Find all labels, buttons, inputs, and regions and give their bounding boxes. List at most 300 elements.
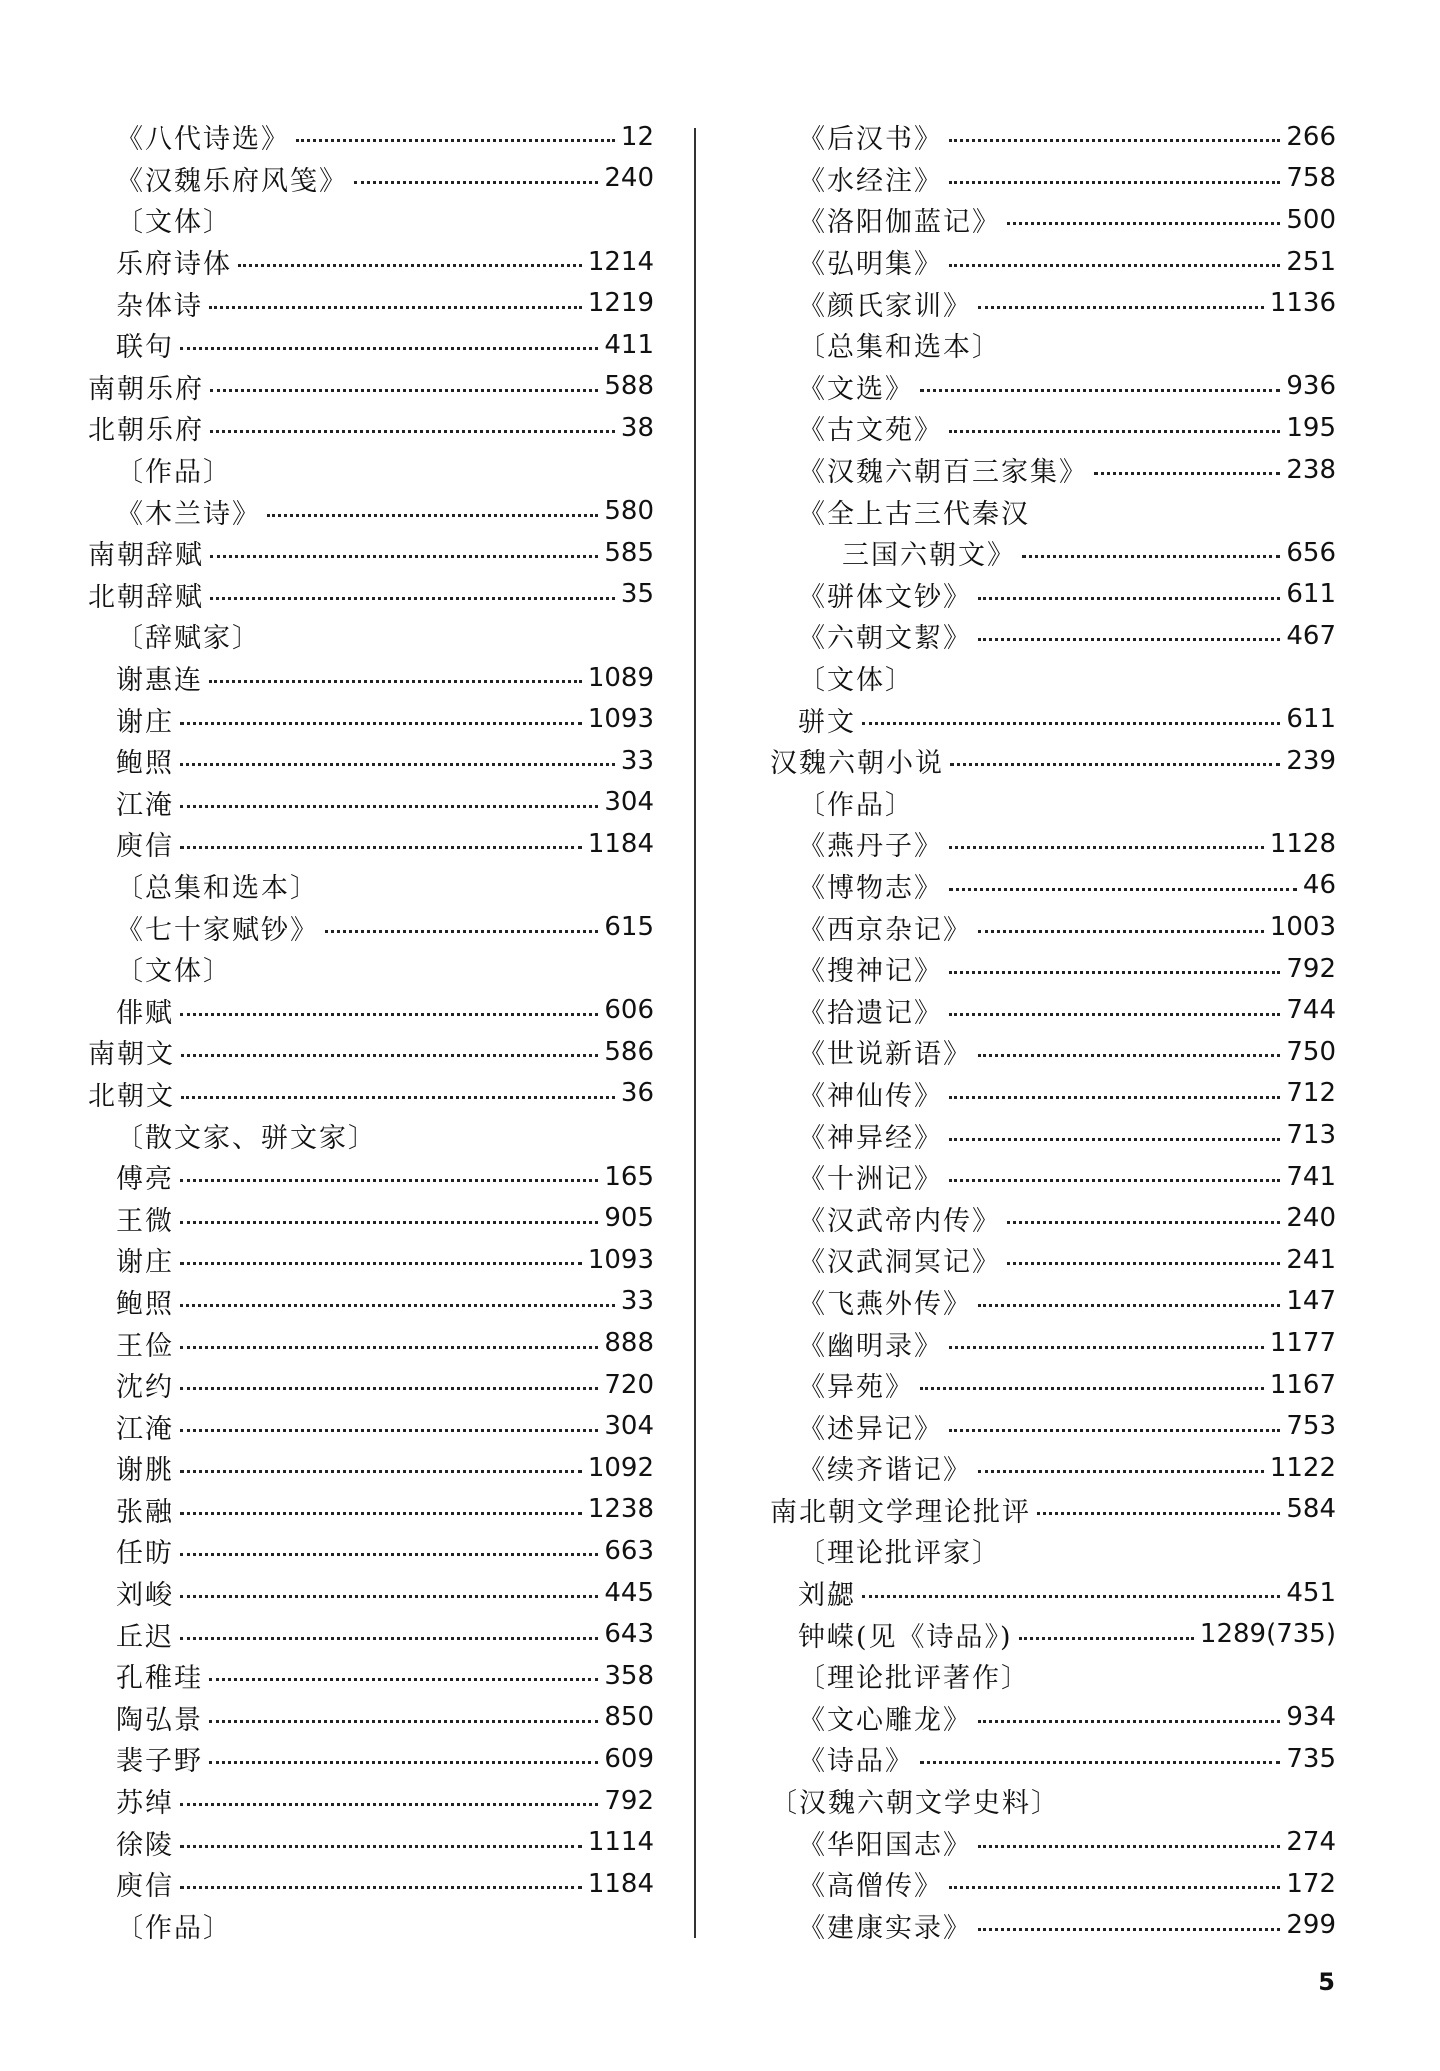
index-page-ref: 33 [620, 1286, 654, 1317]
index-page-ref: 588 [604, 371, 654, 402]
index-entry [88, 1031, 654, 1073]
index-entry [88, 1572, 654, 1614]
index-page-ref: 735 [1286, 1743, 1336, 1774]
index-entry [88, 782, 654, 824]
dot-leader [1007, 1262, 1280, 1265]
index-page-ref: 585 [604, 537, 654, 568]
dot-leader [862, 722, 1280, 725]
index-entry [770, 282, 1336, 324]
dot-leader [949, 888, 1297, 891]
index-page-ref: 1219 [587, 288, 654, 319]
index-term: 〔作品〕 [798, 789, 914, 821]
index-entry [770, 1572, 1336, 1614]
index-entry [88, 657, 654, 699]
index-term: 苏绰 [116, 1788, 174, 1820]
index-term: 王俭 [116, 1330, 174, 1362]
dot-leader [949, 1138, 1280, 1141]
index-term: 丘迟 [116, 1621, 174, 1653]
index-page-ref: 1136 [1269, 288, 1336, 319]
index-term: 任昉 [116, 1538, 174, 1570]
dot-leader [180, 1803, 598, 1806]
index-term: 谢朓 [116, 1455, 174, 1487]
index-page-ref: 451 [1286, 1577, 1336, 1608]
index-entry [88, 1322, 654, 1364]
index-entry [88, 1156, 654, 1198]
index-term: 《弘明集》 [798, 249, 943, 281]
index-term: 〔散文家、骈文家〕 [116, 1122, 377, 1154]
index-term: 《飞燕外传》 [798, 1288, 972, 1320]
index-term: 《述异记》 [798, 1413, 943, 1445]
dot-leader [181, 1096, 615, 1099]
index-page-ref: 358 [604, 1660, 654, 1691]
index-entry [770, 657, 1336, 699]
index-term: 裴子野 [116, 1746, 203, 1778]
index-entry [88, 199, 654, 241]
index-entry [88, 490, 654, 532]
index-term: 北朝文 [88, 1080, 175, 1112]
index-page-ref: 615 [604, 912, 654, 943]
index-entry [88, 116, 654, 158]
index-term: 骈文 [798, 706, 856, 738]
dot-leader [180, 846, 582, 849]
index-entry [770, 366, 1336, 408]
index-page-ref: 934 [1286, 1702, 1336, 1733]
index-entry [88, 1364, 654, 1406]
index-term: 俳赋 [116, 997, 174, 1029]
index-entry [88, 1239, 654, 1281]
index-term: 《续齐谐记》 [798, 1455, 972, 1487]
dot-leader [1007, 222, 1280, 225]
index-page-ref: 299 [1286, 1910, 1336, 1941]
index-term: 《全上古三代秦汉 [798, 498, 1030, 530]
index-entry [770, 1530, 1336, 1572]
dot-leader [949, 430, 1280, 433]
dot-leader [949, 181, 1280, 184]
index-page-ref: 240 [1286, 1203, 1336, 1234]
index-page-ref: 663 [604, 1535, 654, 1566]
index-term: 《燕丹子》 [798, 831, 943, 863]
index-entry [88, 1821, 654, 1863]
index-entry [88, 1530, 654, 1572]
index-term: 孔稚珪 [116, 1663, 203, 1695]
dot-leader [180, 347, 598, 350]
dot-leader [978, 1845, 1280, 1848]
index-term: 〔汉魏六朝文学史料〕 [770, 1788, 1060, 1820]
index-term: 《神异经》 [798, 1122, 943, 1154]
dot-leader [949, 971, 1280, 974]
index-page-ref: 33 [620, 745, 654, 776]
index-term: 庾信 [116, 1871, 174, 1903]
index-page-ref: 792 [1286, 953, 1336, 984]
index-term: 《古文苑》 [798, 415, 943, 447]
index-term: 汉魏六朝小说 [770, 748, 944, 780]
dot-leader [949, 139, 1280, 142]
index-term: 北朝乐府 [88, 415, 204, 447]
index-entry [770, 782, 1336, 824]
index-page-ref: 1122 [1269, 1452, 1336, 1483]
index-term: 江淹 [116, 789, 174, 821]
index-page-ref: 936 [1286, 371, 1336, 402]
dot-leader [180, 1262, 582, 1265]
index-entry [88, 823, 654, 865]
index-term: 南朝文 [88, 1039, 175, 1071]
index-page-ref: 172 [1286, 1868, 1336, 1899]
index-term: 乐府诗体 [116, 249, 232, 281]
index-page-ref: 606 [604, 995, 654, 1026]
index-page-ref: 500 [1286, 204, 1336, 235]
index-entry [770, 1697, 1336, 1739]
index-entry [88, 449, 654, 491]
index-term: 《建康实录》 [798, 1912, 972, 1944]
dot-leader [180, 1595, 598, 1598]
index-entry [770, 199, 1336, 241]
dot-leader [920, 1761, 1280, 1764]
index-term: 《汉魏乐府风笺》 [116, 165, 348, 197]
index-entry [770, 1197, 1336, 1239]
index-term: 南朝乐府 [88, 373, 204, 405]
index-page-ref: 1167 [1269, 1369, 1336, 1400]
index-entry [88, 1613, 654, 1655]
index-term: 徐陵 [116, 1829, 174, 1861]
index-term: 庾信 [116, 831, 174, 863]
dot-leader [325, 930, 598, 933]
index-term: 《文选》 [798, 373, 914, 405]
dot-leader [949, 264, 1280, 267]
index-page-ref: 1289(735) [1199, 1619, 1336, 1650]
index-entry [88, 1073, 654, 1115]
index-entry [770, 740, 1336, 782]
index-term: 《七十家赋钞》 [116, 914, 319, 946]
index-entry [770, 823, 1336, 865]
index-page-ref: 609 [604, 1743, 654, 1774]
dot-leader [210, 430, 615, 433]
index-page-ref: 239 [1286, 745, 1336, 776]
index-term: 《搜神记》 [798, 956, 943, 988]
index-entry [88, 158, 654, 200]
index-entry [770, 1905, 1336, 1947]
column-divider [694, 128, 696, 1938]
index-entry [88, 241, 654, 283]
index-term: 《木兰诗》 [116, 498, 261, 530]
dot-leader [180, 1845, 582, 1848]
index-term: 钟嵘(见《诗品》) [798, 1621, 1013, 1653]
index-term: 《世说新语》 [798, 1039, 972, 1071]
dot-leader [920, 389, 1280, 392]
index-page-ref: 251 [1286, 246, 1336, 277]
dot-leader [180, 1013, 598, 1016]
dot-leader [209, 1678, 598, 1681]
index-entry [88, 1281, 654, 1323]
index-column-right [770, 116, 1336, 1946]
index-entry [770, 1156, 1336, 1198]
index-term: 〔文体〕 [116, 207, 232, 239]
index-entry [770, 407, 1336, 449]
index-page-ref: 1184 [587, 828, 654, 859]
index-page-ref: 238 [1286, 454, 1336, 485]
index-entry [770, 1780, 1336, 1822]
index-entry [88, 1197, 654, 1239]
dot-leader [862, 1595, 1280, 1598]
index-term: 谢庄 [116, 706, 174, 738]
index-page-ref: 611 [1286, 704, 1336, 735]
index-entry [88, 1863, 654, 1905]
dot-leader [180, 1346, 598, 1349]
index-page-ref: 467 [1286, 620, 1336, 651]
index-entry [88, 989, 654, 1031]
dot-leader [949, 1179, 1280, 1182]
index-term: 联句 [116, 332, 174, 364]
dot-leader [978, 306, 1264, 309]
index-term: 〔辞赋家〕 [116, 623, 261, 655]
index-term: 杂体诗 [116, 290, 203, 322]
index-entry [88, 324, 654, 366]
index-term: 《汉魏六朝百三家集》 [798, 457, 1088, 489]
index-entry [88, 407, 654, 449]
index-term: 《颜氏家训》 [798, 290, 972, 322]
dot-leader [949, 1886, 1280, 1889]
dot-leader [180, 1179, 598, 1182]
index-entry [88, 1447, 654, 1489]
index-page-ref: 1177 [1269, 1328, 1336, 1359]
index-entry [770, 241, 1336, 283]
index-entry [770, 1447, 1336, 1489]
index-page-ref: 712 [1286, 1078, 1336, 1109]
dot-leader [949, 846, 1264, 849]
index-entry [88, 615, 654, 657]
dot-leader [238, 264, 582, 267]
dot-leader [978, 638, 1280, 641]
index-entry [770, 324, 1336, 366]
index-page-ref: 195 [1286, 412, 1336, 443]
index-page-ref: 445 [604, 1577, 654, 1608]
dot-leader [978, 930, 1264, 933]
index-page-ref: 1114 [587, 1827, 654, 1858]
index-page-ref: 656 [1286, 537, 1336, 568]
index-term: 江淹 [116, 1413, 174, 1445]
index-term: 〔作品〕 [116, 1912, 232, 1944]
index-term: 刘峻 [116, 1580, 174, 1612]
index-term: 《汉武帝内传》 [798, 1205, 1001, 1237]
dot-leader [180, 1553, 598, 1556]
index-column-left [88, 116, 654, 1946]
index-term: 《汉武洞冥记》 [798, 1247, 1001, 1279]
index-page-ref: 1184 [587, 1868, 654, 1899]
index-term: 〔作品〕 [116, 457, 232, 489]
index-term: 《幽明录》 [798, 1330, 943, 1362]
index-entry [770, 1239, 1336, 1281]
index-page-ref: 741 [1286, 1161, 1336, 1192]
index-page-ref: 720 [604, 1369, 654, 1400]
index-term: 《诗品》 [798, 1746, 914, 1778]
index-page-ref: 1093 [587, 1244, 654, 1275]
index-term: 《六朝文絜》 [798, 623, 972, 655]
dot-leader [180, 1512, 582, 1515]
index-entry [770, 1031, 1336, 1073]
index-term: 《文心雕龙》 [798, 1704, 972, 1736]
index-entry [88, 906, 654, 948]
index-page-ref: 1238 [587, 1494, 654, 1525]
index-entry [88, 1905, 654, 1947]
index-entry [770, 532, 1336, 574]
index-entry [770, 1281, 1336, 1323]
index-entry [770, 1114, 1336, 1156]
index-entry [770, 449, 1336, 491]
index-term: 《华阳国志》 [798, 1829, 972, 1861]
index-term: 南朝辞赋 [88, 540, 204, 572]
index-entry [770, 1821, 1336, 1863]
index-page-ref: 1214 [587, 246, 654, 277]
index-entry [770, 1655, 1336, 1697]
index-page-ref: 240 [604, 163, 654, 194]
index-term: 〔总集和选本〕 [116, 872, 319, 904]
dot-leader [978, 1470, 1264, 1473]
index-page-ref: 643 [604, 1619, 654, 1650]
index-page-ref: 1093 [587, 704, 654, 735]
index-page-ref: 905 [604, 1203, 654, 1234]
index-page-ref: 304 [604, 1411, 654, 1442]
dot-leader [180, 805, 598, 808]
index-term: 《西京杂记》 [798, 914, 972, 946]
index-term: 《博物志》 [798, 872, 943, 904]
dot-leader [209, 1720, 598, 1723]
dot-leader [1019, 1637, 1194, 1640]
index-page-ref: 611 [1286, 579, 1336, 610]
index-term: 鲍照 [116, 1288, 174, 1320]
index-entry [88, 1738, 654, 1780]
index-entry [88, 282, 654, 324]
index-term: 王微 [116, 1205, 174, 1237]
dot-leader [209, 680, 582, 683]
index-page-ref: 750 [1286, 1036, 1336, 1067]
index-term: 《水经注》 [798, 165, 943, 197]
index-page-ref: 744 [1286, 995, 1336, 1026]
index-term: 陶弘景 [116, 1704, 203, 1736]
index-page-ref: 304 [604, 787, 654, 818]
dot-leader [180, 763, 615, 766]
index-term: 〔总集和选本〕 [798, 332, 1001, 364]
index-page-ref: 241 [1286, 1244, 1336, 1275]
dot-leader [210, 597, 615, 600]
index-page-ref: 266 [1286, 121, 1336, 152]
index-entry [770, 1613, 1336, 1655]
index-term: 沈约 [116, 1372, 174, 1404]
index-entry [770, 906, 1336, 948]
index-entry [88, 366, 654, 408]
dot-leader [180, 1387, 598, 1390]
index-entry [770, 989, 1336, 1031]
dot-leader [978, 597, 1280, 600]
index-entry [88, 1655, 654, 1697]
index-term: 谢惠连 [116, 665, 203, 697]
index-entry [770, 698, 1336, 740]
dot-leader [180, 1429, 598, 1432]
index-entry [88, 574, 654, 616]
index-page-ref: 586 [604, 1036, 654, 1067]
dot-leader [210, 555, 598, 558]
index-term: 《高僧传》 [798, 1871, 943, 1903]
dot-leader [1094, 472, 1280, 475]
dot-leader [978, 1304, 1280, 1307]
dot-leader [1037, 1512, 1280, 1515]
index-term: 《骈体文钞》 [798, 581, 972, 613]
index-entry [770, 1863, 1336, 1905]
index-term: 南北朝文学理论批评 [770, 1496, 1031, 1528]
index-page-ref: 1089 [587, 662, 654, 693]
dot-leader [920, 1387, 1264, 1390]
dot-leader [978, 1928, 1280, 1931]
dot-leader [180, 1886, 582, 1889]
index-entry [88, 698, 654, 740]
index-term: 《异苑》 [798, 1372, 914, 1404]
index-page-ref: 753 [1286, 1411, 1336, 1442]
index-term: 〔理论批评家〕 [798, 1538, 1001, 1570]
index-term: 《神仙传》 [798, 1080, 943, 1112]
dot-leader [949, 1429, 1280, 1432]
dot-leader [180, 722, 582, 725]
index-entry [88, 865, 654, 907]
dot-leader [978, 1054, 1280, 1057]
dot-leader [354, 181, 598, 184]
index-term: 三国六朝文》 [842, 540, 1016, 572]
index-page-ref: 274 [1286, 1827, 1336, 1858]
index-term: 鲍照 [116, 748, 174, 780]
dot-leader [949, 1346, 1264, 1349]
index-entry [770, 574, 1336, 616]
index-page-ref: 1128 [1269, 828, 1336, 859]
index-entry [770, 865, 1336, 907]
index-page-ref: 584 [1286, 1494, 1336, 1525]
index-page-ref: 35 [620, 579, 654, 610]
index-entry [88, 740, 654, 782]
dot-leader [978, 1720, 1280, 1723]
index-entry [88, 948, 654, 990]
index-entry [770, 1364, 1336, 1406]
dot-leader [180, 1470, 582, 1473]
index-entry [770, 948, 1336, 990]
index-term: 《拾遗记》 [798, 997, 943, 1029]
dot-leader [181, 1054, 598, 1057]
index-entry [770, 1322, 1336, 1364]
index-page-ref: 1092 [587, 1452, 654, 1483]
index-page-ref: 147 [1286, 1286, 1336, 1317]
page-number: 5 [1318, 1968, 1335, 1996]
index-term: 〔文体〕 [798, 665, 914, 697]
index-term: 《洛阳伽蓝记》 [798, 207, 1001, 239]
index-entry [770, 1405, 1336, 1447]
index-entry [88, 1489, 654, 1531]
dot-leader [210, 389, 598, 392]
index-page-ref: 758 [1286, 163, 1336, 194]
index-term: 谢庄 [116, 1247, 174, 1279]
dot-leader [949, 1013, 1280, 1016]
dot-leader [180, 1637, 598, 1640]
index-term: 刘勰 [798, 1580, 856, 1612]
index-entry [88, 1114, 654, 1156]
index-page-ref: 36 [620, 1078, 654, 1109]
index-entry [88, 532, 654, 574]
index-term: 《八代诗选》 [116, 124, 290, 156]
index-page-ref: 165 [604, 1161, 654, 1192]
index-term: 《十洲记》 [798, 1164, 943, 1196]
index-entry [88, 1697, 654, 1739]
dot-leader [209, 306, 582, 309]
index-term: 傅亮 [116, 1164, 174, 1196]
dot-leader [949, 1096, 1280, 1099]
dot-leader [950, 763, 1280, 766]
index-term: 〔理论批评著作〕 [798, 1663, 1030, 1695]
dot-leader [209, 1761, 598, 1764]
index-term: 《后汉书》 [798, 124, 943, 156]
